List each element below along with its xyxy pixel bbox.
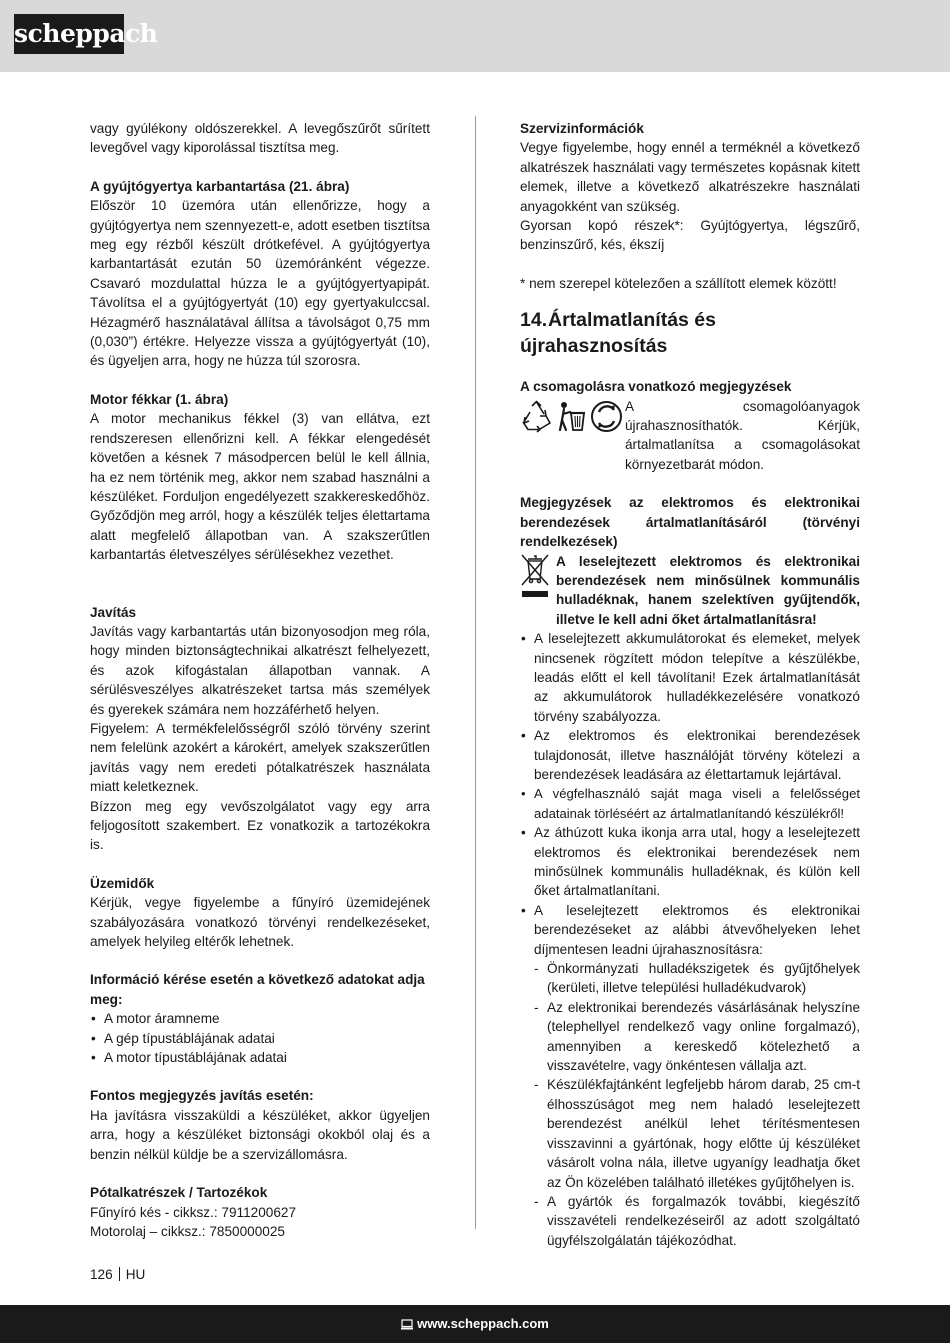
list-item: • Az elektromos és elektronikai berendezések tulajdonosát, illetve használóját törvény kötelezi a berendezések leadására az élettartamuk lejártával.	[520, 726, 860, 784]
bottom-bar	[0, 1305, 950, 1343]
section-number: 14.	[520, 309, 548, 332]
list-item: • A motor típustáblájának adatai	[90, 1048, 430, 1067]
list-item: • A gép típustáblájának adatai	[90, 1029, 430, 1048]
air-filter-text: vagy gyúlékony oldószerekkel. A levegőszűrőt sűrített levegővel vagy kiporolással tisztítsa meg.	[90, 121, 430, 156]
packaging-text: A csomagolóanyagok újrahasznosíthatók. Kérjük, ártalmatlanítsa a csomagolásokat környezetbarát módon.	[625, 398, 860, 472]
wear-parts-text: Gyorsan kopó részek*: Gyújtógyertya, légszűrő, benzinszűrő, kés, ékszíj	[520, 218, 860, 253]
website-link[interactable]: www.scheppach.com	[417, 1316, 549, 1331]
computer-icon	[401, 1319, 413, 1330]
list-item: • A végfelhasználó saját maga viseli a felelősséget adatainak törléséért az ártalmatlanítandó készülékről!	[520, 784, 860, 823]
section-title-text: Ártalmatlanítás és újrahasznosítás	[520, 309, 716, 358]
collection-points-list	[520, 959, 860, 1250]
spark-plug-text: Először 10 üzemóra után ellenőrizze, hogy a gyújtógyertya nem szennyezett-e, adott esetben tisztítsa meg egy rézből készült drótkefével. A gyújtógyertya karbantartását ezután 50 üzemóránként végezze. Csavaró mozdulattal húzza le a gyújtógyertyapipát. Távolítsa el a gyújtógyertyát (10) egy gyertyakulccsal. Hézagmérő használatával állítsa a távolságot 0,75 mm (0,030”) értékre. Helyezze vissza a gyújtógyertyát (10), és ügyeljen arra, hogy ne húzza túl szorosra.	[90, 198, 430, 369]
info-request-heading: Információ kérése esetén a következő adatokat adja meg:	[90, 972, 425, 1007]
list-item: - Az elektronikai berendezés vásárlásának helyszíne (telephellyel rendelkező vagy online forgalmazó), amennyiben a kereskedő kötelezhető a visszavételre, vagy önkéntesen vállalja azt.	[534, 998, 860, 1076]
list-item: - A gyártók és forgalmazók további, kiegészítő visszavételi rendelkezéseiről az adott szolgáltató ügyfélszolgálatán tájékozódhat.	[534, 1192, 860, 1250]
spare-part-oil: Motorolaj – cikksz.: 7850000025	[90, 1223, 285, 1239]
green-dot-icon	[590, 400, 623, 433]
operating-times-heading: Üzemidők	[90, 875, 155, 891]
list-item: • A leselejtezett akkumulátorokat és elemeket, melyek nincsenek rögzített módon telepítve a készülékbe, leadás előtt el kell távolítani! Ezek ártalmatlanítását az akkumulátorok hulladékkezelésére vonatkozó törvény szabályozza.	[520, 629, 860, 726]
spare-part-blade: Fűnyíró kés - cikksz.: 7911200627	[90, 1204, 297, 1220]
trash-disposal-icon	[555, 400, 588, 433]
weee-bold-text: A leselejtezett elektromos és elektronikai berendezések nem minősülnek kommunális hulladéknak, hanem szelektíven gyűjtendők, illetve le kell adni őket ártalmatlanításra!	[556, 553, 860, 627]
crossed-bin-icon	[520, 553, 550, 599]
column-divider	[475, 116, 476, 1229]
list-item: - Készülékfajtánként legfeljebb három darab, 25 cm-t élhosszúságot meg nem haladó leselejtezett berendezést anélkül lehet térítésmentesen visszavinni a gyártónak, hogy előtte új készüléket vásárolt volna nála, illetve ugyanígy leadhatja őket az Ön közelében található illetékes gyűjtőhelyen is.	[534, 1075, 860, 1191]
recycle-icon	[520, 400, 553, 433]
repair-note-text: Ha javításra visszaküldi a készüléket, akkor ügyeljen arra, hogy a készüléket biztonsági okokból olaj és a benzin nélkül küldje be a szervizállomásra.	[90, 1107, 430, 1162]
brand-logo: scheppach	[14, 14, 124, 54]
left-column	[90, 119, 430, 1241]
operating-times-text: Kérjük, vegye figyelembe a fűnyíró üzemidejének szabályozására vonatkozó törvényi rendelkezéseket, amelyek helyileg eltérők lehetnek.	[90, 895, 430, 950]
brake-text: A motor mechanikus fékkel (3) van ellátva, ezt rendszeresen ellenőrizni kell. A fékkar elengedését követően a késnek 7 másodpercen belül le kell állnia, ha ez nem történik meg, akkor nem szabad használni a készüléket. Forduljon engedélyezett szakkereskedőhöz. Győződjön meg arról, hogy a készülék teljes élettartama alatt megfelelő állapotban van. A szakszerűtlen karbantartás életveszélyes sérülésekhez vezethet.	[90, 411, 430, 563]
repair-note-heading: Fontos megjegyzés javítás esetén:	[90, 1088, 314, 1104]
weee-heading: Megjegyzések az elektromos és elektronikai berendezések ártalmatlanításáról (törvényi rendelkezések)	[520, 495, 860, 550]
service-footnote: * nem szerepel kötelezően a szállított elemek között!	[520, 275, 837, 291]
repair-heading: Javítás	[90, 604, 137, 620]
packaging-icons	[520, 397, 625, 437]
list-item: • A motor áramneme	[90, 1009, 430, 1028]
weee-icon-block	[520, 552, 556, 604]
service-text: Vegye figyelembe, hogy ennél a terméknél a következő alkatrészek használati vagy természetes kopásnak kitett elemek, illetve a következő alkatrészekre használati anyagokként van szükség.	[520, 140, 860, 214]
section-title	[520, 307, 860, 359]
weee-bullet-list	[520, 629, 860, 959]
brake-heading: Motor fékkar (1. ábra)	[90, 391, 229, 407]
weee-notice	[520, 552, 860, 630]
packaging-heading: A csomagolásra vonatkozó megjegyzések	[520, 379, 792, 395]
repair-text-1: Javítás vagy karbantartás után bizonyosodjon meg róla, hogy minden biztonságtechnikai alkatrészt felhelyezett, és azok kifogástalan állapotban vannak. A sérülésveszélyes alkatrészeket tartsa más személyek és gyerekek számára nem hozzáférhető helyen.	[90, 623, 430, 717]
service-heading: Szervizinformációk	[520, 121, 644, 136]
language-code: HU	[125, 1267, 146, 1282]
list-item: - Önkormányzati hulladékszigetek és gyűjtőhelyek (kerületi, illetve települési hulladékudvarok)	[534, 959, 860, 998]
info-request-list	[90, 1009, 430, 1067]
header-bar	[0, 0, 950, 72]
page-footer	[90, 1265, 145, 1284]
spare-parts-heading: Pótalkatrészek / Tartozékok	[90, 1185, 268, 1201]
list-item: • Az áthúzott kuka ikonja arra utal, hogy a leselejtezett elektromos és elektronikai berendezések nem minősülnek kommunális hulladéknak, és külön kell őket ártalmatlanítani.	[520, 823, 860, 901]
packaging-block	[520, 397, 860, 475]
repair-text-3: Bízzon meg egy vevőszolgálatot vagy egy arra feljogosított szakembert. Ez vonatkozik a tartozékokra is.	[90, 798, 430, 853]
repair-text-2: Figyelem: A termékfelelősségről szóló törvény szerint nem felelünk azokért a károkért, amelyek szakszerűtlen javítás vagy nem eredeti pótalkatrészek használata miatt keletkeznek.	[90, 720, 430, 795]
page-number: 126	[90, 1267, 113, 1282]
list-item: • A leselejtezett elektromos és elektronikai berendezéseket az alábbi átvevőhelyeken lehet díjmentesen leadni újrahasznosításra:	[520, 901, 860, 959]
right-column	[520, 119, 860, 1250]
spark-plug-heading: A gyújtógyertya karbantartása (21. ábra)	[90, 178, 350, 194]
footer-separator	[119, 1267, 120, 1281]
